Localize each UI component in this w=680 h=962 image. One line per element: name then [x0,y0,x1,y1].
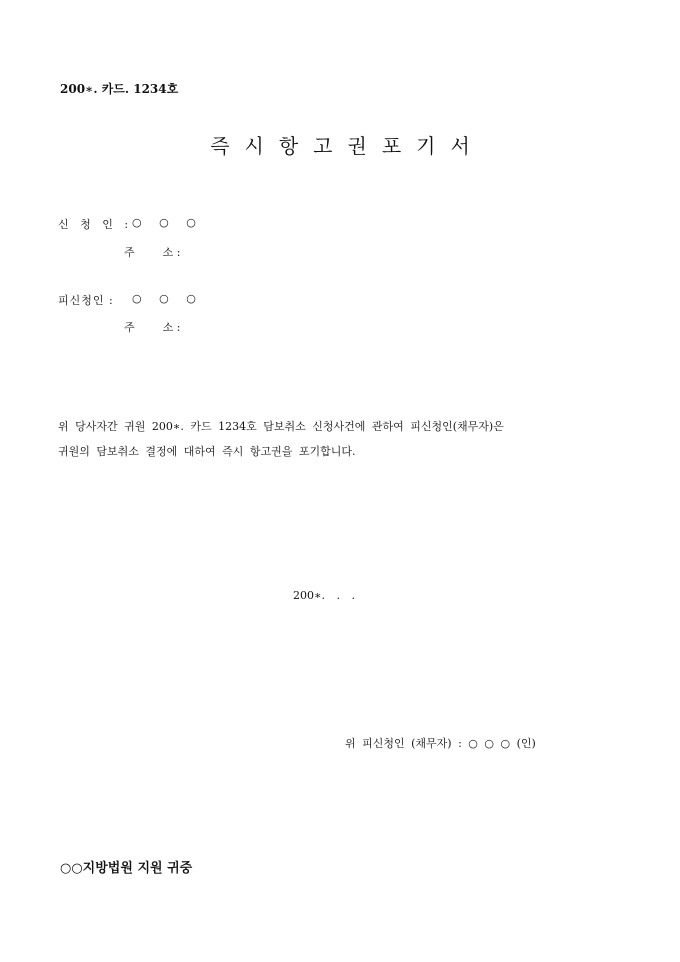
body-line-2: 귀원의 담보취소 결정에 대하여 즉시 항고권을 포기합니다. [58,445,356,458]
applicant-name: ○ ○ ○ [132,216,203,229]
respondent-address-label-part2: 소 : [162,321,181,334]
respondent-name: ○ ○ ○ [132,292,203,305]
respondent-address-label-part1: 주 [124,321,135,334]
body-paragraph [58,414,628,464]
filing-date: 200∗. . . [293,589,355,602]
body-line-1: 위 당사자간 귀원 200∗. 카드 1234호 담보취소 신청사건에 관하여 피신청인(채무자)은 [58,420,504,433]
applicant-label: 신 청 인 : [58,218,133,231]
court-addressee: ○○지방법원 지원 귀중 [60,861,193,876]
respondent-signature: 위 피신청인 (채무자) : ○ ○ ○ (인) [345,737,536,750]
document-title: 즉시항고권포기서 [210,134,485,158]
applicant-address-label [124,244,180,260]
applicant-address-label-part1: 주 [124,246,135,259]
respondent-address-label [124,319,180,335]
respondent-label: 피신청인 : [58,294,114,307]
applicant-address-label-part2: 소 : [162,246,181,259]
case-number: 200∗. 카드. 1234호 [60,82,179,96]
